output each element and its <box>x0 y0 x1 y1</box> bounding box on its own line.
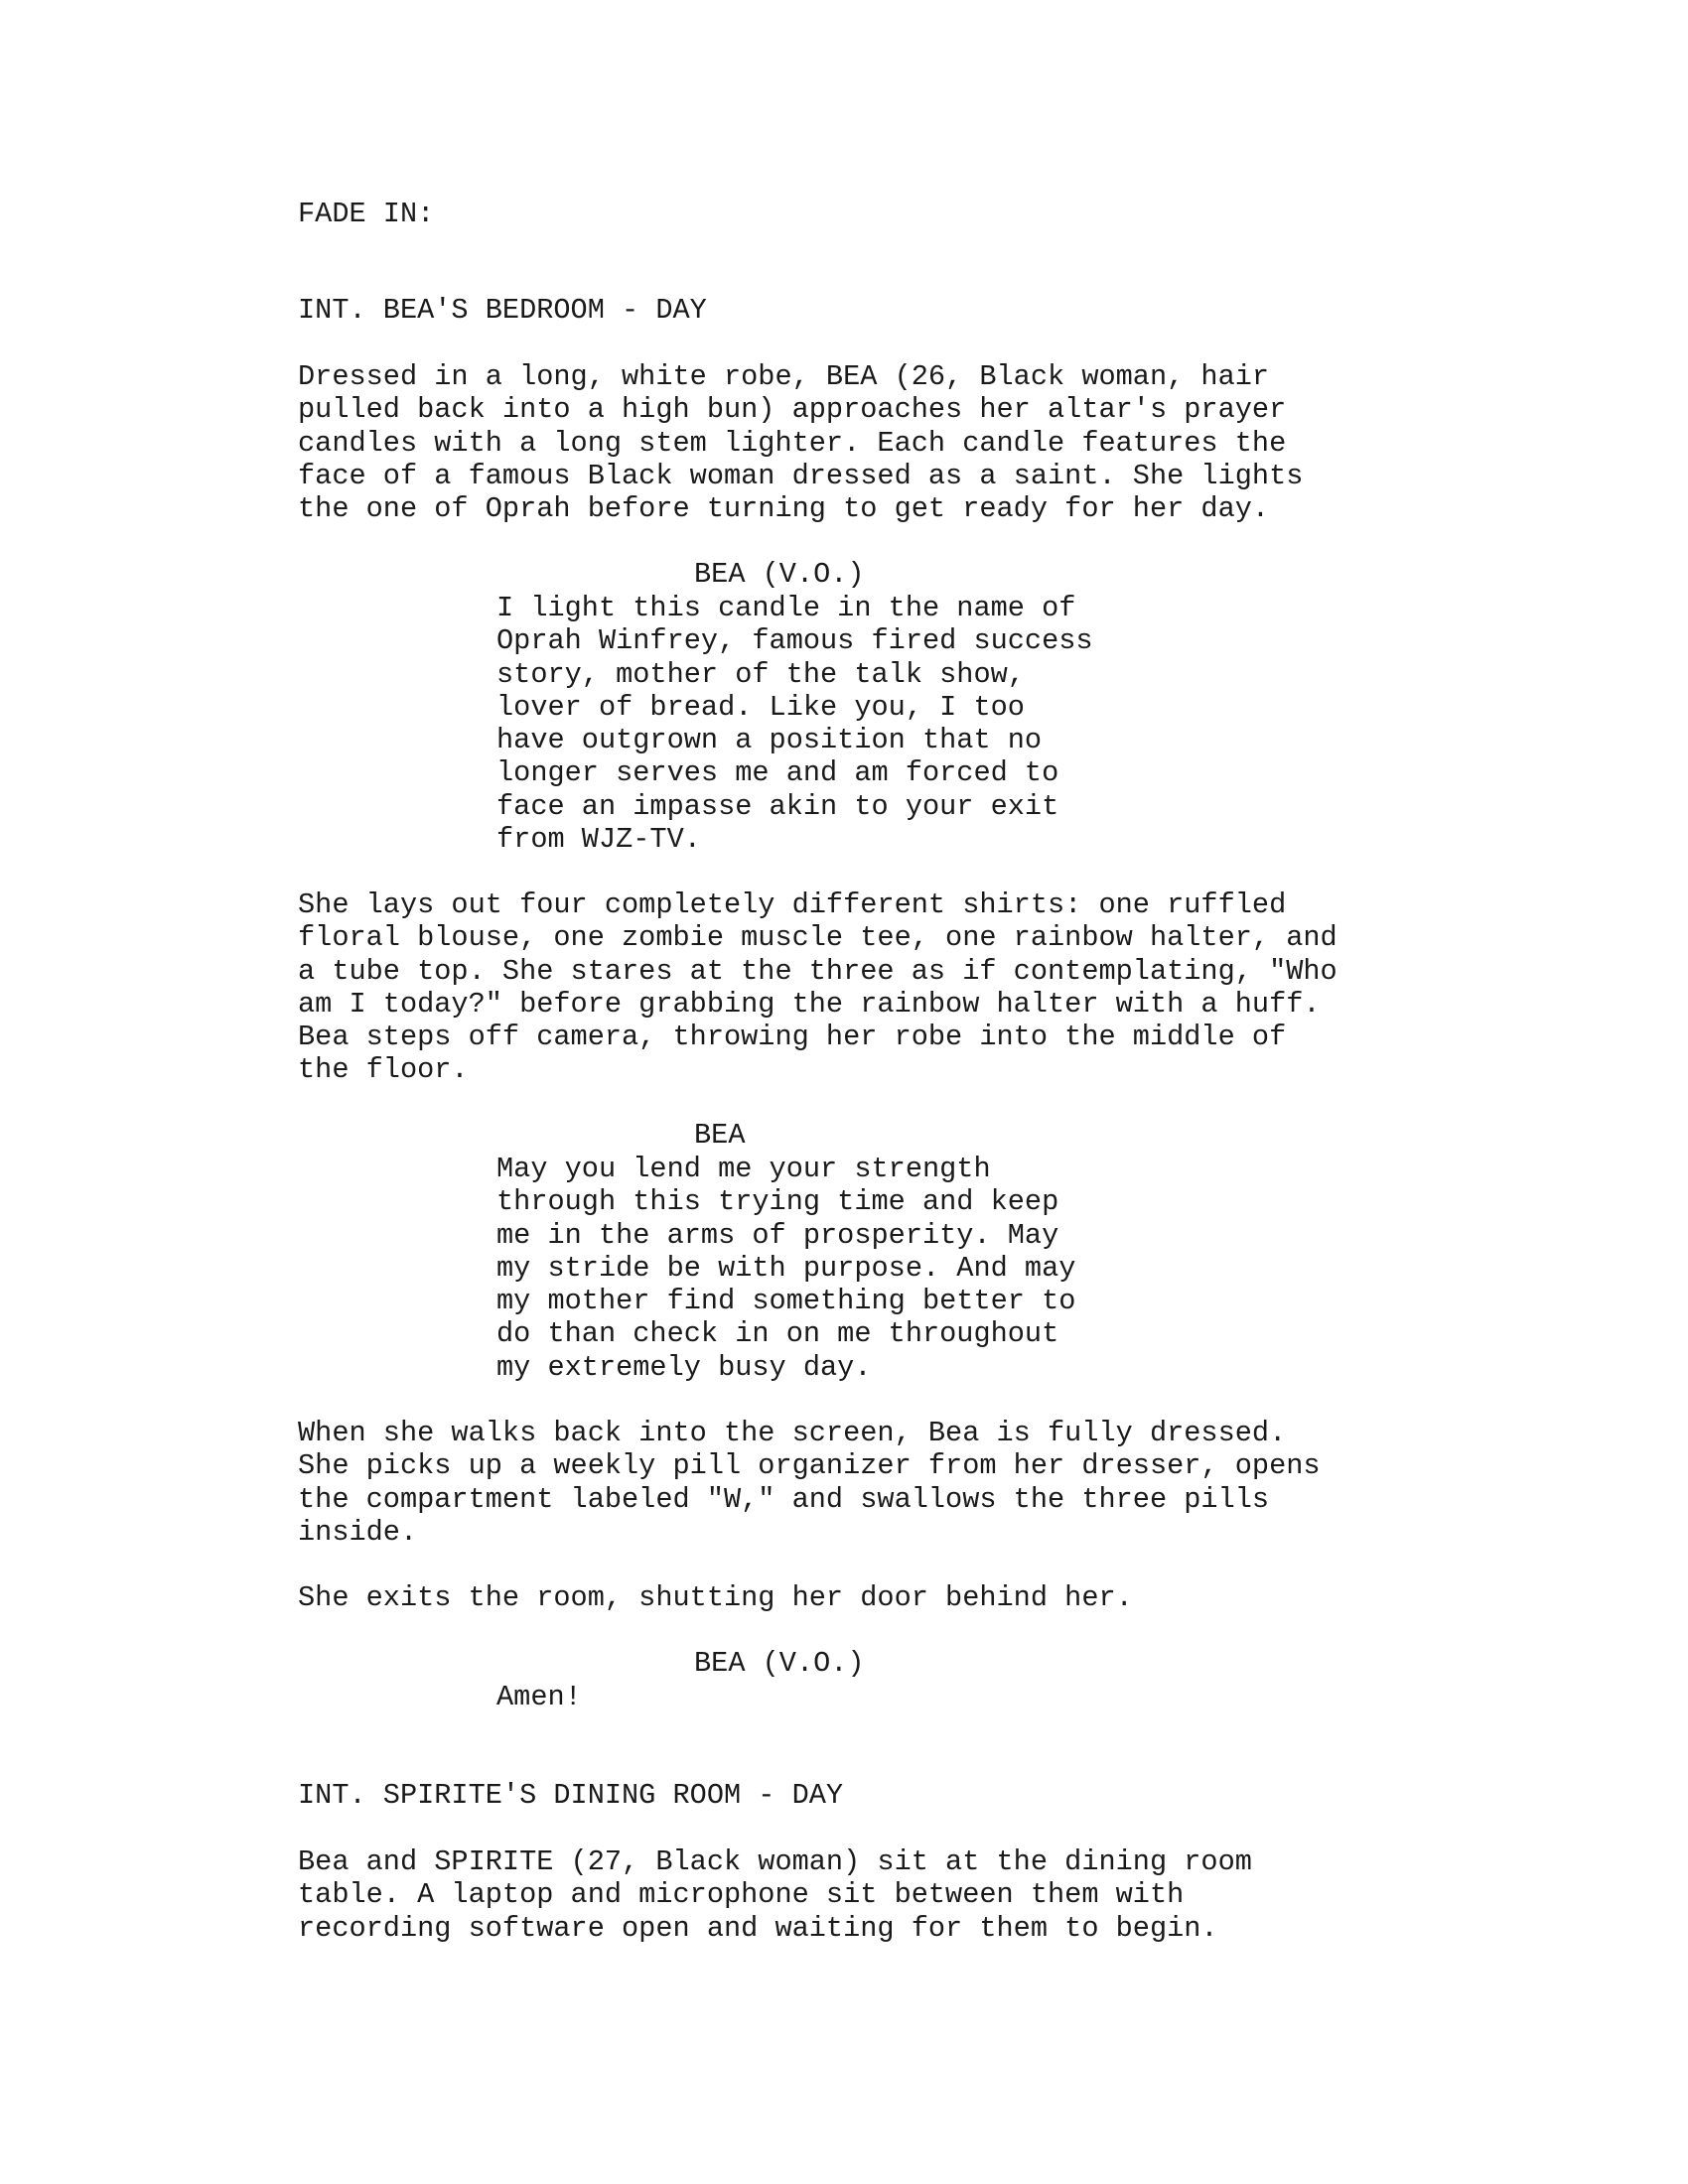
action-line: face of a famous Black woman dressed as a saint. She lights <box>298 459 1304 492</box>
dialogue-line: face an impasse akin to your exit <box>496 789 1059 823</box>
action-paragraph <box>298 888 1337 1087</box>
dialogue-line: have outgrown a position that no <box>496 724 1043 757</box>
dialogue-line: my stride be with purpose. And may <box>496 1251 1076 1285</box>
action-line: the one of Oprah before turning to get ready for her day. <box>298 492 1270 526</box>
character-name: BEA <box>694 1119 746 1152</box>
action-line: Dressed in a long, white robe, BEA (26, Black woman, hair <box>298 360 1270 393</box>
dialogue-line: story, mother of the talk show, <box>496 657 1025 691</box>
dialogue-block <box>496 1681 582 1713</box>
action-line: When she walks back into the screen, Bea is fully dressed. <box>298 1417 1287 1449</box>
character-cue <box>694 558 865 591</box>
character-cue <box>694 1119 745 1152</box>
action-line: Bea steps off camera, throwing her robe into the middle of <box>298 1021 1287 1054</box>
dialogue-block <box>496 1153 1075 1384</box>
dialogue-line: do than check in on me throughout <box>496 1317 1059 1351</box>
action-line: table. A laptop and microphone sit between them with <box>298 1878 1185 1912</box>
scene-heading-line: INT. SPIRITE'S DINING ROOM - DAY <box>298 1779 844 1812</box>
dialogue-line: Oprah Winfrey, famous fired success <box>496 624 1093 658</box>
dialogue-line: my mother find something better to <box>496 1285 1076 1318</box>
action-line: She picks up a weekly pill organizer from her dresser, opens <box>298 1449 1321 1483</box>
scene-heading-line: INT. BEA'S BEDROOM - DAY <box>298 294 707 327</box>
action-line: floral blouse, one zombie muscle tee, one rainbow halter, and <box>298 921 1337 955</box>
action-paragraph <box>298 1417 1321 1549</box>
character-name: BEA (V.O.) <box>694 1647 865 1680</box>
scene-heading-spirites-dining-room <box>298 1779 843 1812</box>
dialogue-line: longer serves me and am forced to <box>496 756 1059 790</box>
dialogue-line: I light this candle in the name of <box>496 592 1076 624</box>
dialogue-line: through this trying time and keep <box>496 1185 1059 1219</box>
character-name: BEA (V.O.) <box>694 558 865 591</box>
character-cue <box>694 1647 865 1680</box>
action-line: inside. <box>298 1515 418 1549</box>
action-line: a tube top. She stares at the three as if contemplating, "Who <box>298 954 1337 988</box>
transition-fade-in <box>298 198 434 230</box>
transition-line: FADE IN: <box>298 198 435 230</box>
action-line: the floor. <box>298 1053 469 1087</box>
dialogue-line: lover of bread. Like you, I too <box>496 690 1025 724</box>
action-line: pulled back into a high bun) approaches her altar's prayer <box>298 393 1287 427</box>
dialogue-line: Amen! <box>496 1681 582 1713</box>
action-line: candles with a long stem lighter. Each candle features the <box>298 426 1287 460</box>
action-paragraph <box>298 1581 1133 1614</box>
action-line: am I today?" before grabbing the rainbow halter with a huff. <box>298 987 1321 1021</box>
dialogue-line: May you lend me your strength <box>496 1153 991 1185</box>
action-paragraph <box>298 1845 1252 1945</box>
scene-heading-beas-bedroom <box>298 294 707 327</box>
action-line: Bea and SPIRITE (27, Black woman) sit at the dining room <box>298 1845 1252 1878</box>
dialogue-line: my extremely busy day. <box>496 1350 872 1384</box>
action-line: the compartment labeled "W," and swallows the three pills <box>298 1482 1270 1516</box>
action-paragraph <box>298 360 1303 525</box>
action-line: She lays out four completely different shirts: one ruffled <box>298 888 1287 921</box>
action-line: She exits the room, shutting her door behind her. <box>298 1581 1133 1614</box>
action-line: recording software open and waiting for them to begin. <box>298 1911 1218 1945</box>
dialogue-line: me in the arms of prosperity. May <box>496 1218 1059 1252</box>
dialogue-block <box>496 592 1093 856</box>
dialogue-line: from WJZ-TV. <box>496 823 701 857</box>
